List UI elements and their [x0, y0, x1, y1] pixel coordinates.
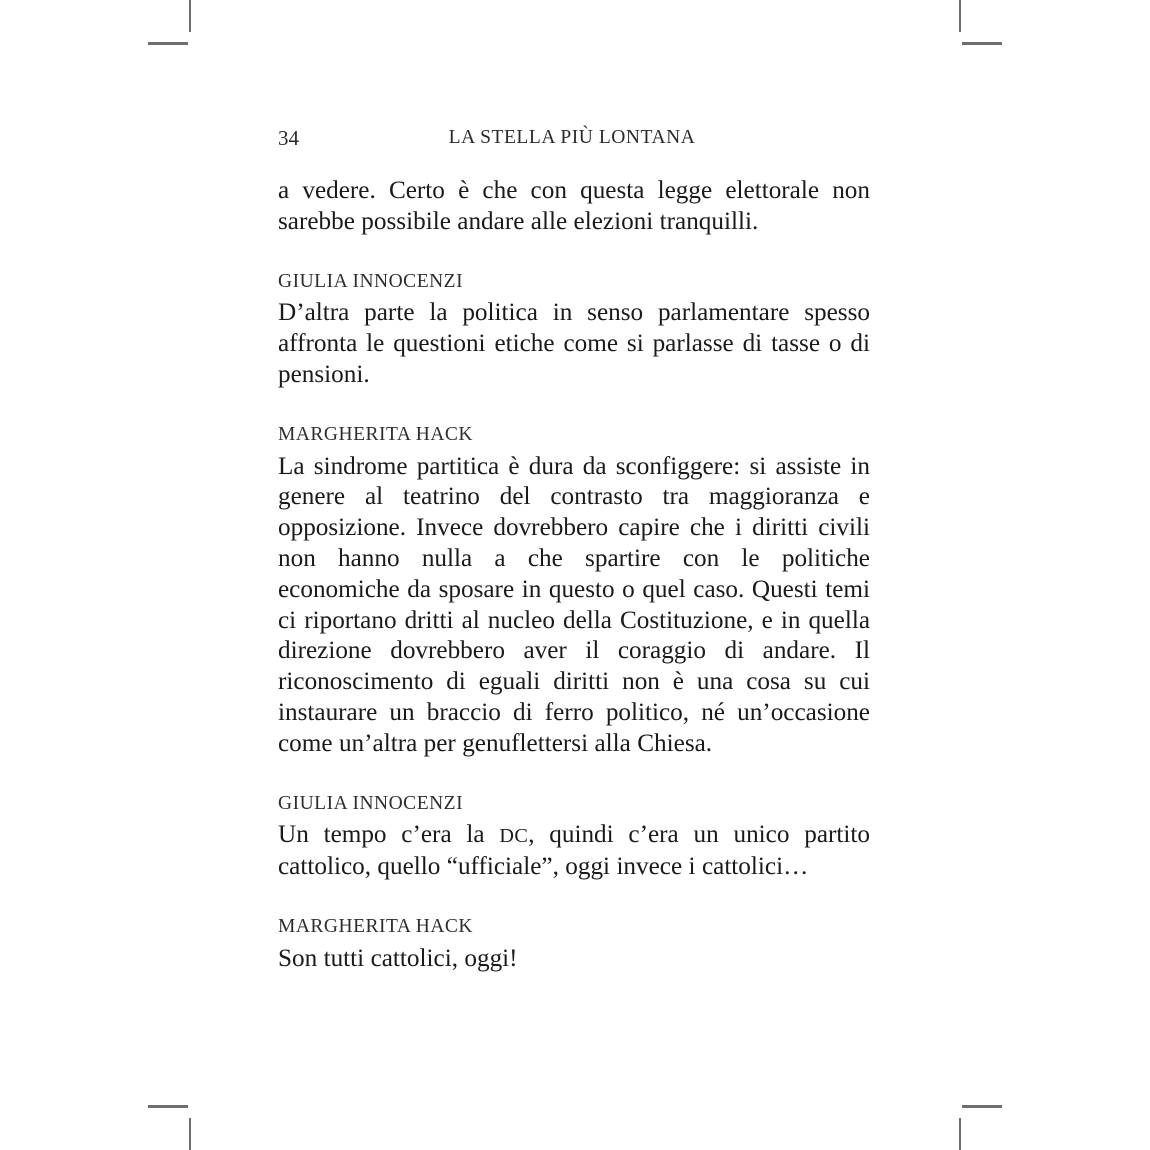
speaker-label: GIULIA INNOCENZI	[278, 270, 464, 292]
speaker-label: MARGHERITA HACK	[278, 915, 473, 937]
crop-mark-bottom-left-vertical	[189, 1118, 191, 1150]
text-block	[278, 789, 870, 883]
paragraph-text-tail: , quindi c’era un unico partito cattolico, quello “ufficiale”, oggi invece i cattolici…	[278, 821, 870, 881]
paragraph-text: D’altra parte la politica in senso parlamentare spesso affronta le questioni etiche come si parlasse di tasse o di pensioni.	[278, 299, 870, 388]
small-caps-abbreviation: DC	[499, 825, 529, 848]
book-page	[278, 0, 870, 1150]
paragraph-text: a vedere. Certo è che con questa legge elettorale non sarebbe possibile andare alle elezioni tranquilli.	[278, 177, 870, 235]
text-block	[278, 176, 870, 238]
running-header	[278, 126, 870, 150]
running-head-title: LA STELLA PIÙ LONTANA	[448, 127, 696, 148]
crop-mark-top-right-horizontal	[962, 42, 1002, 45]
text-block	[278, 267, 870, 391]
text-block	[278, 420, 870, 760]
crop-mark-top-left-vertical	[189, 0, 191, 32]
crop-mark-top-right-vertical	[959, 0, 961, 32]
speaker-label: MARGHERITA HACK	[278, 423, 473, 445]
text-block	[278, 912, 870, 975]
speaker-label: GIULIA INNOCENZI	[278, 792, 464, 814]
crop-mark-bottom-left-horizontal	[148, 1105, 188, 1108]
page-number: 34	[278, 126, 299, 150]
paragraph-text-lead: Un tempo c’era la	[278, 821, 500, 849]
paragraph-text	[278, 820, 870, 883]
page-body	[278, 176, 870, 975]
crop-mark-top-left-horizontal	[148, 42, 188, 45]
crop-mark-bottom-right-horizontal	[962, 1105, 1002, 1108]
paragraph-text: La sindrome partitica è dura da sconfiggere: si assiste in genere al teatrino del contrasto tra maggioranza e opposizione. Invece dovrebbero capire che i diritti civili non hanno nulla a che spartire con le politiche economiche da sposare in questo o quel caso. Questi temi ci riportano dritti al nucleo della Costituzione, e in quella direzione dovrebbero aver il coraggio di andare. Il riconoscimento di eguali diritti non è una cosa su cui instaurare un braccio di ferro politico, né un’occasione come un’altra per genuflettersi alla Chiesa.	[278, 452, 870, 757]
crop-mark-bottom-right-vertical	[959, 1118, 961, 1150]
paragraph-text: Son tutti cattolici, oggi!	[278, 944, 518, 972]
